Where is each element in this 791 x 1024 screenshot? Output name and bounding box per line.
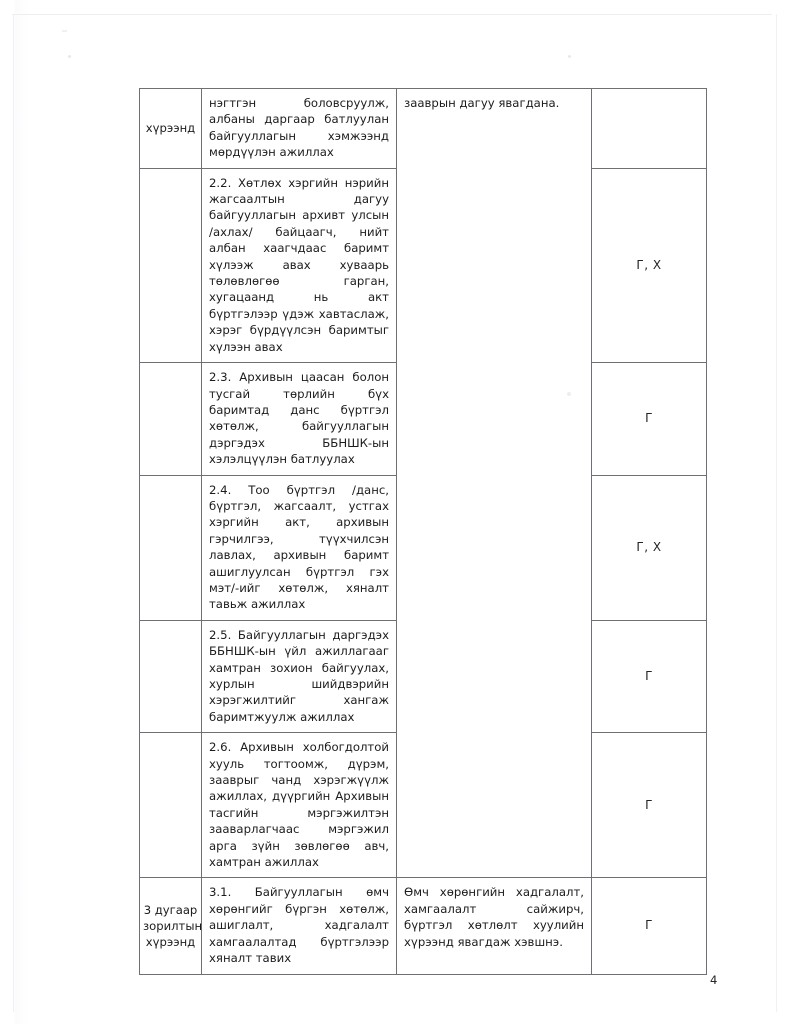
scan-artifact [68,55,71,58]
marker-cell [592,878,707,974]
marker-cell [592,733,707,878]
action-cell [202,878,397,974]
marker-text: Г, Х [636,257,662,272]
goal-cell [140,620,202,732]
action-cell [202,363,397,475]
goal-cell [140,89,202,169]
marker-text: Г [645,797,653,812]
goal-cell [140,475,202,620]
marker-cell [592,475,707,620]
action-text: 3.1. Байгууллагын өмч хөрөнгийг бүргэн хөтөлж, ашиглалт, хадгалалт хамгаалалтад бүртгэлээр хяналт тавих [209,885,393,966]
table-row [140,89,707,169]
result-text: зааврын дагуу явагдана. [404,96,560,110]
scan-edge-right [776,14,777,1012]
goal-cell [140,168,202,362]
marker-text: Г [645,668,653,683]
action-cell [202,89,397,169]
action-text: 2.4. Тоо бүртгэл /данс, бүртгэл, жагсаалт, устгах хэргийн акт, архивын гэрчилгээ, түүхчилсэн лавлах, архивын баримт ашиглуулсан бүртгэл гэх мэт/-ийг хөтөлж, хяналт тавьж ажиллах [209,482,393,612]
action-text: 2.3. Архивын цаасан болон тусгай төрлийн бүх баримтад данс бүртгэл хөтөлж, байгууллагын дэргэдэх ББНШК-ын хэлэлцүүлэн батлуулах [209,370,393,467]
action-cell [202,620,397,732]
action-text: 2.2. Хөтлөх хэргийн нэрийн жагсаалтын дагуу байгууллагын архивт улсын /ахлах/ байцаагч, нийт албан хаагчдаас баримт хүлээж авах хуваарь төлөвлөгөө гарган, хугацаанд нь акт бүртгэлээр үдэж хавтаслаж, хэрэг бүрдүүлсэн баримтыг хүлээн авах [209,175,393,354]
goal-text: хүрээнд [145,121,196,136]
marker-text: Г [645,918,653,933]
action-cell [202,475,397,620]
scan-artifact [62,30,67,32]
goal-cell [140,878,206,974]
action-text: 2.6. Архивын холбогдолтой хууль тогтоомж, дүрэм, зааврыг чанд хэрэгжүүлж ажиллах, дүүргийн Архивын тасгийн мэргэжилтэн зааварлагчаас мэргэжил арга зүйн зөвлөгөө авч, хамтран ажиллах [209,740,393,870]
goal-text: 3 дугаар зорилтын хүрээнд [143,902,206,949]
goal-cell [140,363,202,475]
action-cell [202,168,397,362]
goal-cell [140,733,202,878]
action-text: нэгтгэн боловсруулж, албаны даргаар батлуулан байгууллагын хэмжээнд мөрдүүлэн ажиллах [209,96,393,160]
objectives-table [139,88,707,975]
scan-edge-left [13,14,14,1012]
table-row [140,878,707,974]
marker-text: Г [645,411,653,426]
marker-cell [592,363,707,475]
marker-text: Г, Х [636,539,662,554]
scan-edge-top [12,14,772,15]
result-text: Өмч хөрөнгийн хадгалалт, хамгаалалт сайжирч, бүртгэл хөтлөлт хуулийн хүрээнд явагдаж хэвшнэ. [404,885,588,949]
page-number: 4 [710,973,718,987]
marker-cell [592,620,707,732]
result-cell [397,878,592,974]
marker-cell [592,89,707,169]
action-cell [202,733,397,878]
result-cell [397,89,592,878]
marker-cell [592,168,707,362]
scan-artifact [568,55,571,58]
action-text: 2.5. Байгууллагын даргэдэх ББНШК-ын үйл ажиллагааг хамтран зохион байгуулах, хурлын шийдвэрийн хэрэгжилтийг хангаж баримтжуулж ажиллах [209,627,393,724]
